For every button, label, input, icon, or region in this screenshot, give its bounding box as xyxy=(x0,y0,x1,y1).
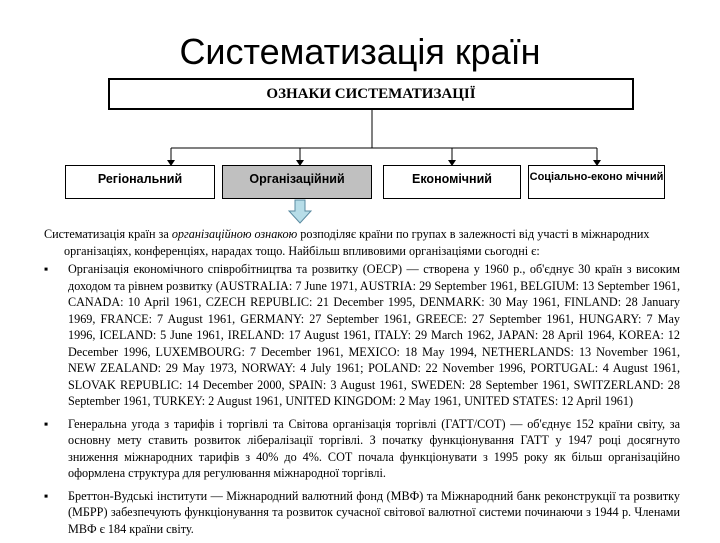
bullet-icon: ▪ xyxy=(44,262,49,276)
diagram-header: ОЗНАКИ СИСТЕМАТИЗАЦІЇ xyxy=(108,78,634,110)
page-title: Систематизація країн xyxy=(179,31,541,72)
category-socio-economic: Соціально-еконо мічний xyxy=(528,165,665,199)
category-economic: Економічний xyxy=(383,165,521,199)
bullet-icon: ▪ xyxy=(44,416,49,431)
list-item-gatt-wto xyxy=(44,416,680,482)
intro-text-rest: розподіляє країни по групах в залежності від участі в міжнародних організаціях, конференціях, нарадах тощо. Найбільш впливовими організаціями сьогодні є: xyxy=(64,227,650,258)
list-item-text: Генеральна угода з тарифів і торгівлі та Світова організація торгівлі (ГАТТ/СОТ) — об'єднує 152 країни світу, за основну мету ставить розвиток лібералізації торгівлі. З початку функціонування ГАТТ у 1947 році досягнуто зниження міжнародних тарифів з 40% до 4%. СОТ почала функціонувати з 1995 року як більш організаційно оформлена структура для регулювання міжнародної торгівлі. xyxy=(68,416,680,480)
list-item-text: Організація економічного співробітництва та розвитку (ОЕСР) — створена у 1960 р., об'єднує 30 країн з високим доходом та рівнем розвитку (AUSTRALIA: 7 June 1971, AUSTRIA: 29 September 1961, BELGIUM: 13 September 1961, CANADA: 10 April 1961, CZECH REPUBLIC: 21 December 1995, DENMARK: 30 May 1961, FINLAND: 28 January 1969, FRANCE: 7 August 1961, GERMANY: 27 September 1961, GREECE: 27 September 1961, HUNGARY: 7 May 1996, ICELAND: 5 June 1961, IRELAND: 17 August 1961, ITALY: 29 March 1962, JAPAN: 28 April 1964, KOREA: 12 December 1996, LUXEMBOURG: 7 December 1961, MEXICO: 18 May 1994, NETHERLANDS: 13 November 1961, NEW ZEALAND: 29 May 1973, NORWAY: 4 July 1961; POLAND: 22 November 1996, PORTUGAL: 4 August 1961, SLOVAK REPUBLIC: 14 December 2000, SPAIN: 3 August 1961, SWEDEN: 28 September 1961, SWITZERLAND: 28 September 1961, TURKEY: 2 August 1961, UNITED KINGDOM: 2 May 1961, UNITED STATES: 12 April 1961) xyxy=(68,262,680,408)
intro-emphasis: організаційною ознакою xyxy=(171,227,298,241)
category-regional: Регіональний xyxy=(65,165,215,199)
intro-paragraph xyxy=(44,226,680,259)
list-item-bretton-woods xyxy=(44,488,680,538)
intro-text: Систематизація країн за xyxy=(44,227,172,241)
bullet-icon: ▪ xyxy=(44,488,49,503)
category-organizational: Організаційний xyxy=(222,165,372,199)
down-arrow-icon xyxy=(289,200,311,223)
list-item-oecd xyxy=(44,261,680,410)
list-item-text: Бреттон-Вудські інститути — Міжнародний валютний фонд (МВФ) та Міжнародний банк реконструкції та розвитку (МБРР) забезпечують функціонування та розвиток сучасної світової валютної системи починаючи з 1944 р. Членами МВФ є 184 країни світу. xyxy=(68,488,680,536)
body-text xyxy=(44,226,680,543)
